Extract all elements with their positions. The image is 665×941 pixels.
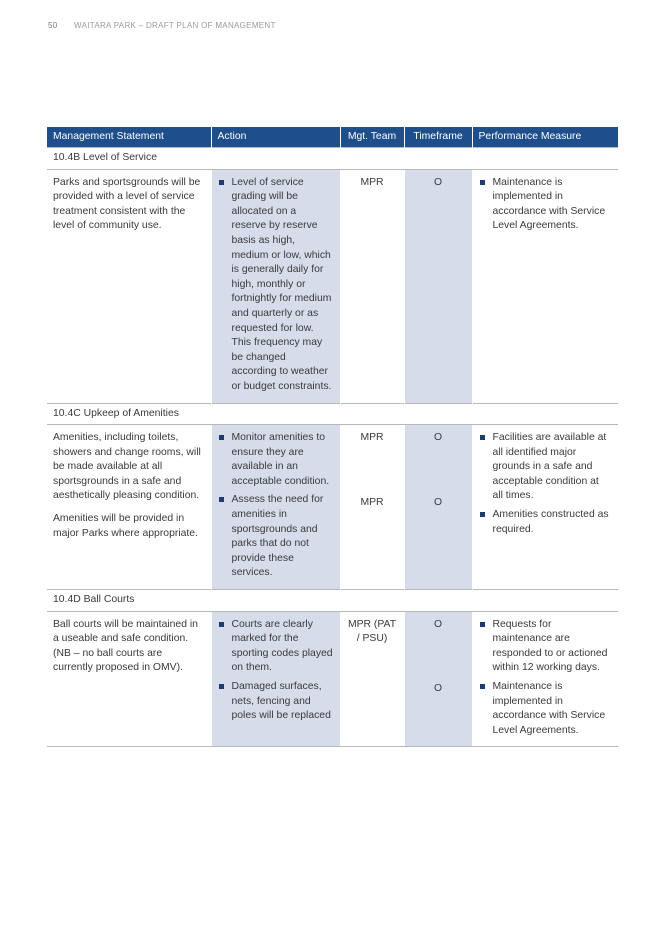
measure-cell: [472, 425, 618, 590]
section-title: 10.4C Upkeep of Amenities: [47, 403, 618, 425]
statement-cell: [47, 169, 211, 403]
measure-item: Maintenance is implemented in accordance with Service Level Agreements.: [479, 176, 613, 234]
action-cell: [211, 611, 340, 747]
section-title: 10.4B Level of Service: [47, 148, 618, 170]
table-row: [47, 169, 618, 403]
measure-item: Requests for maintenance are responded to or actioned within 12 working days.: [479, 618, 613, 676]
section-row: [47, 590, 618, 612]
square-bullet-icon: [219, 435, 224, 440]
square-bullet-icon: [480, 622, 485, 627]
management-table: [47, 127, 618, 747]
square-bullet-icon: [219, 497, 224, 502]
page-number: 50: [48, 21, 58, 30]
action-cell: [211, 169, 340, 403]
timeframe-value: O: [433, 496, 443, 508]
measure-item: Maintenance is implemented in accordance with Service Level Agreements.: [479, 680, 613, 738]
table-row: [47, 425, 618, 590]
square-bullet-icon: [480, 435, 485, 440]
table-header-row: [47, 127, 618, 148]
measure-item: Amenities constructed as required.: [479, 508, 613, 537]
timeframe-value: O: [433, 618, 443, 630]
team-cell: [340, 425, 404, 590]
square-bullet-icon: [480, 684, 485, 689]
col-header-action: Action: [211, 127, 340, 148]
action-item: Monitor amenities to ensure they are available in an acceptable condition.: [218, 431, 334, 489]
square-bullet-icon: [480, 180, 485, 185]
action-item: Assess the need for amenities in sportsgrounds and parks that do not provide these services.: [218, 493, 334, 581]
document-title: WAITARA PARK – DRAFT PLAN OF MANAGEMENT: [74, 21, 276, 30]
measure-cell: [472, 169, 618, 403]
page-header: [48, 21, 276, 30]
section-title: 10.4D Ball Courts: [47, 590, 618, 612]
statement-text: Amenities will be provided in major Parks where appropriate.: [53, 513, 198, 539]
square-bullet-icon: [219, 622, 224, 627]
team-cell: [340, 611, 404, 747]
col-header-timeframe: Timeframe: [404, 127, 472, 148]
action-item: Damaged surfaces, nets, fencing and poles will be replaced: [218, 680, 334, 724]
statement-cell: [47, 611, 211, 747]
measure-item: Facilities are available at all identified major grounds in a safe and acceptable condition at all times.: [479, 431, 613, 504]
timeframe-cell: [404, 169, 472, 403]
team-value: MPR: [360, 176, 384, 188]
square-bullet-icon: [219, 180, 224, 185]
col-header-measure: Performance Measure: [472, 127, 618, 148]
statement-cell: [47, 425, 211, 590]
timeframe-cell: [404, 611, 472, 747]
timeframe-cell: [404, 425, 472, 590]
timeframe-value: O: [433, 683, 443, 695]
statement-text: Parks and sportsgrounds will be provided with a level of service treatment consistent with the level of community use.: [53, 176, 201, 232]
timeframe-value: O: [433, 176, 443, 188]
timeframe-value: O: [433, 432, 443, 444]
col-header-team: Mgt. Team: [340, 127, 404, 148]
team-value: MPR: [360, 432, 384, 444]
statement-text: Amenities, including toilets, showers and change rooms, will be made available at all sportsgrounds in a safe and aesthetically pleasing condition.: [53, 432, 201, 502]
action-item: Courts are clearly marked for the sporting codes played on them.: [218, 618, 334, 676]
col-header-statement: Management Statement: [47, 127, 211, 148]
table-row: [47, 611, 618, 747]
statement-text: Ball courts will be maintained in a useable and safe condition. (NB – no ball courts are currently proposed in OMV).: [53, 618, 198, 674]
measure-cell: [472, 611, 618, 747]
section-row: [47, 403, 618, 425]
team-cell: [340, 169, 404, 403]
square-bullet-icon: [219, 684, 224, 689]
action-cell: [211, 425, 340, 590]
team-value: MPR (PAT / PSU): [347, 618, 397, 645]
section-row: [47, 148, 618, 170]
square-bullet-icon: [480, 512, 485, 517]
team-value: MPR: [360, 496, 384, 508]
action-item: Level of service grading will be allocated on a reserve by reserve basis as high, medium or low, which is generally daily for high, monthly or fortnightly for medium and quarterly or as requested for low. This frequency may be changed according to weather or budget constraints.: [218, 176, 334, 395]
